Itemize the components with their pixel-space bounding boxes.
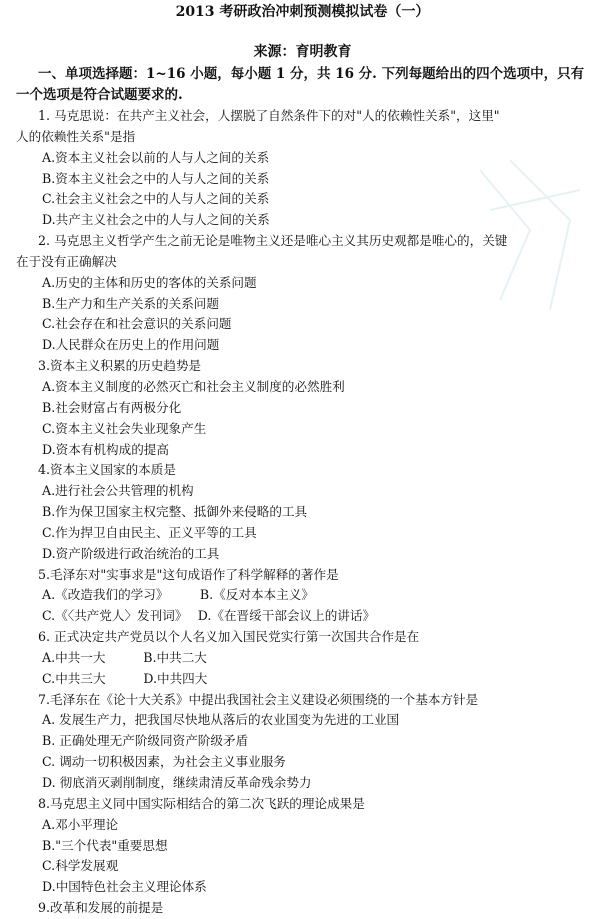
answer-option: D.共产主义社会之中的人与人之间的关系 — [42, 212, 270, 228]
answer-option: B. 正确处理无产阶级同资产阶级矛盾 — [42, 733, 249, 749]
question-stem: 9.改革和发展的前提是 — [38, 900, 164, 916]
answer-option: B."三个代表"重要思想 — [42, 837, 168, 853]
answer-option: A.邓小平理论 — [42, 816, 119, 832]
question-stem: 1. 马克思说：在共产主义社会，人摆脱了自然条件下的对"人的依赖性关系"，这里" — [38, 108, 500, 123]
answer-option: C.资本主义社会失业现象产生 — [42, 420, 207, 436]
answer-option: D.资本有机构成的提高 — [42, 441, 169, 457]
answer-option: B.资本主义社会之中的人与人之间的关系 — [42, 170, 270, 186]
question-stem: 7.毛泽东在《论十大关系》中提出我国社会主义建设必须围绕的一个基本方针是 — [38, 691, 479, 707]
answer-option: B.作为保卫国家主权完整、抵御外来侵略的工具 — [42, 504, 308, 520]
question-lines — [16, 106, 596, 919]
answer-option: A.资本主义制度的必然灭亡和社会主义制度的必然胜利 — [42, 378, 345, 394]
answer-option: D.人民群众在历史上的作用问题 — [42, 337, 220, 353]
question-stem-continuation: 在于没有正确解决 — [16, 253, 117, 269]
answer-option: C.社会存在和社会意识的关系问题 — [42, 316, 232, 332]
answer-option: C.《〈共产党人〉发刊词》 D.《在晋绥干部会议上的讲话》 — [42, 608, 376, 624]
answer-option: D.资产阶级进行政治统治的工具 — [42, 545, 220, 561]
question-stem: 2. 马克思主义哲学产生之前无论是唯物主义还是唯心主义其历史观都是唯心的，关键 — [38, 233, 508, 249]
source-line: 来源：育明教育 — [253, 44, 352, 60]
answer-option: B.社会财富占有两极分化 — [42, 399, 182, 415]
question-stem: 6. 正式决定共产党员以个人名义加入国民党实行第一次国共合作是在 — [38, 629, 420, 645]
answer-option: A.中共一大 B.中共二大 — [42, 649, 207, 665]
answer-option: C. 调动一切积极因素，为社会主义事业服务 — [42, 754, 286, 770]
answer-option: D. 彻底消灭剥削制度，继续肃清反革命残余势力 — [42, 775, 312, 790]
question-stem: 8.马克思主义同中国实际相结合的第二次飞跃的理论成果是 — [38, 795, 365, 811]
answer-option: C.社会主义社会之中的人与人之间的关系 — [42, 191, 270, 207]
question-stem: 3.资本主义积累的历史趋势是 — [38, 358, 202, 374]
answer-option: A.资本主义社会以前的人与人之间的关系 — [42, 149, 270, 165]
answer-option: C.作为捍卫自由民主、正义平等的工具 — [42, 524, 257, 540]
question-stem-continuation: 人的依赖性关系"是指 — [16, 128, 136, 144]
answer-option: C.科学发展观 — [42, 858, 119, 874]
answer-option: A. 发展生产力，把我国尽快地从落后的农业国变为先进的工业国 — [42, 712, 400, 728]
answer-option: A.进行社会公共管理的机构 — [42, 483, 194, 499]
exam-title: 2013 考研政治冲刺预测模拟试卷（一） — [175, 4, 430, 20]
section-instruction: 一、单项选择题：1~16 小题，每小题 1 分，共 16 分. 下列每题给出的四个选项中，只有一个选项是符合试题要求的. — [16, 66, 585, 103]
answer-option: A.《改造我们的学习》 B.《反对本本主义》 — [42, 587, 314, 603]
answer-option: C.中共三大 D.中共四大 — [42, 670, 208, 686]
question-stem: 4.资本主义国家的本质是 — [38, 462, 176, 478]
answer-option: B.生产力和生产关系的关系问题 — [42, 295, 219, 311]
answer-option: D.中国特色社会主义理论体系 — [42, 879, 207, 895]
question-stem: 5.毛泽东对"实事求是"这句成语作了科学解释的著作是 — [38, 566, 339, 582]
answer-option: A.历史的主体和历史的客体的关系问题 — [42, 274, 257, 290]
